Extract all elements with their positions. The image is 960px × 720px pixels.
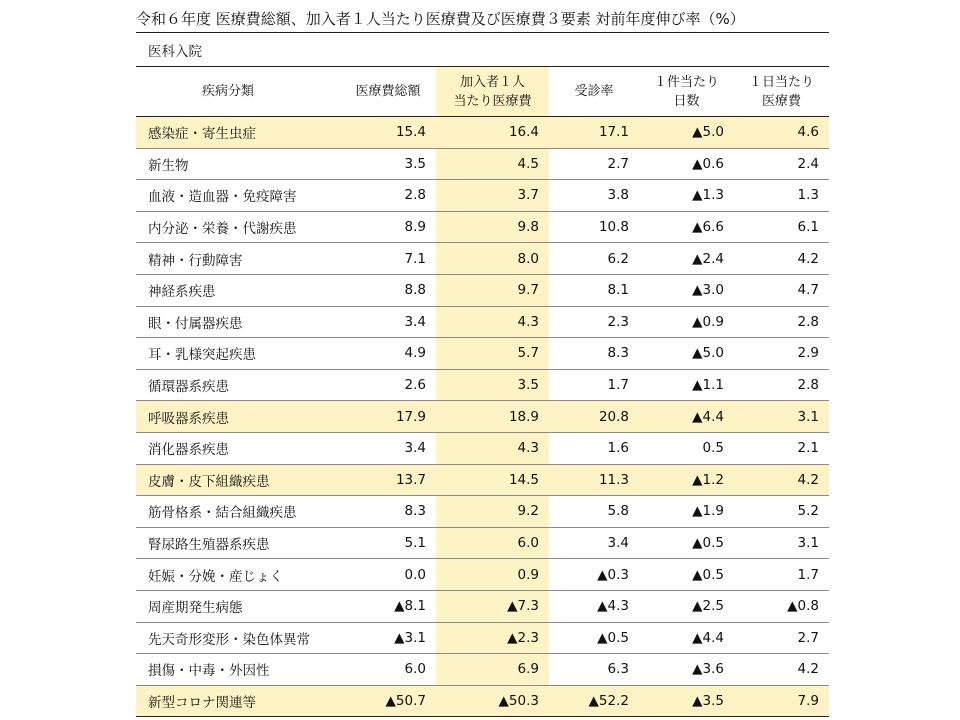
header-days bbox=[639, 67, 734, 117]
cell-per-day: 7.9 bbox=[734, 685, 829, 717]
header-per-capita-line1: 加入者１人 bbox=[459, 74, 525, 90]
cell-per-day: 2.8 bbox=[734, 369, 829, 401]
cell-per-day: ▲0.8 bbox=[734, 590, 829, 622]
cell-total: 8.9 bbox=[340, 211, 436, 243]
cell-visit-rate: 3.8 bbox=[549, 180, 639, 212]
cell-days: ▲5.0 bbox=[639, 338, 734, 370]
cell-category: 神経系疾患 bbox=[136, 274, 340, 306]
cell-days: ▲1.3 bbox=[639, 180, 734, 212]
cell-per-day: 4.2 bbox=[734, 654, 829, 686]
cell-total: 3.4 bbox=[340, 306, 436, 338]
cell-per-day: 2.7 bbox=[734, 622, 829, 654]
cell-per-day: 3.1 bbox=[734, 527, 829, 559]
cell-per-day: 5.2 bbox=[734, 496, 829, 528]
cell-days: ▲0.9 bbox=[639, 306, 734, 338]
cell-visit-rate: 17.1 bbox=[549, 117, 639, 149]
cell-per-capita: 3.5 bbox=[436, 369, 549, 401]
cell-visit-rate: 6.3 bbox=[549, 654, 639, 686]
cell-per-capita: ▲2.3 bbox=[436, 622, 549, 654]
cell-category: 消化器系疾患 bbox=[136, 432, 340, 464]
cell-category: 感染症・寄生虫症 bbox=[136, 117, 340, 149]
table-row bbox=[136, 527, 829, 559]
cell-days: ▲4.4 bbox=[639, 401, 734, 433]
cell-per-capita: 6.9 bbox=[436, 654, 549, 686]
cell-visit-rate: 10.8 bbox=[549, 211, 639, 243]
cell-per-day: 6.1 bbox=[734, 211, 829, 243]
cell-total: 3.5 bbox=[340, 148, 436, 180]
table-row bbox=[136, 559, 829, 591]
cell-total: 17.9 bbox=[340, 401, 436, 433]
cell-per-capita: 0.9 bbox=[436, 559, 549, 591]
header-total: 医療費総額 bbox=[340, 67, 436, 117]
table-row bbox=[136, 306, 829, 338]
cell-category: 新生物 bbox=[136, 148, 340, 180]
cell-days: 0.5 bbox=[639, 432, 734, 464]
cell-days: ▲1.1 bbox=[639, 369, 734, 401]
table-body bbox=[136, 117, 829, 717]
cell-total: ▲50.7 bbox=[340, 685, 436, 717]
table-row bbox=[136, 180, 829, 212]
cell-category: 先天奇形変形・染色体異常 bbox=[136, 622, 340, 654]
cell-days: ▲3.6 bbox=[639, 654, 734, 686]
header-per-day bbox=[734, 67, 829, 117]
header-row bbox=[136, 67, 829, 117]
cell-days: ▲2.5 bbox=[639, 590, 734, 622]
cell-visit-rate: 8.3 bbox=[549, 338, 639, 370]
cell-category: 内分泌・栄養・代謝疾患 bbox=[136, 211, 340, 243]
cell-days: ▲0.6 bbox=[639, 148, 734, 180]
cell-days: ▲4.4 bbox=[639, 622, 734, 654]
cell-per-capita: 9.8 bbox=[436, 211, 549, 243]
cell-category: 呼吸器系疾患 bbox=[136, 401, 340, 433]
table-row bbox=[136, 654, 829, 686]
cell-total: 4.9 bbox=[340, 338, 436, 370]
cell-days: ▲6.6 bbox=[639, 211, 734, 243]
header-per-capita bbox=[436, 67, 549, 117]
cell-days: ▲1.9 bbox=[639, 496, 734, 528]
cell-visit-rate: 5.8 bbox=[549, 496, 639, 528]
cell-visit-rate: 2.3 bbox=[549, 306, 639, 338]
cell-per-capita: 5.7 bbox=[436, 338, 549, 370]
cell-per-day: 2.9 bbox=[734, 338, 829, 370]
cell-total: 2.8 bbox=[340, 180, 436, 212]
table-row bbox=[136, 211, 829, 243]
cell-total: 5.1 bbox=[340, 527, 436, 559]
section-label: 医科入院 bbox=[148, 44, 202, 60]
cell-per-capita: 16.4 bbox=[436, 117, 549, 149]
table-row bbox=[136, 117, 829, 149]
cell-per-day: 4.2 bbox=[734, 464, 829, 496]
cell-visit-rate: ▲0.3 bbox=[549, 559, 639, 591]
cell-days: ▲1.2 bbox=[639, 464, 734, 496]
cell-category: 周産期発生病態 bbox=[136, 590, 340, 622]
table-row bbox=[136, 243, 829, 275]
table-row bbox=[136, 496, 829, 528]
cell-category: 新型コロナ関連等 bbox=[136, 685, 340, 717]
cell-days: ▲5.0 bbox=[639, 117, 734, 149]
cell-per-capita: 3.7 bbox=[436, 180, 549, 212]
table-row bbox=[136, 622, 829, 654]
table-row bbox=[136, 148, 829, 180]
cell-days: ▲2.4 bbox=[639, 243, 734, 275]
cell-days: ▲3.0 bbox=[639, 274, 734, 306]
cell-per-day: 4.2 bbox=[734, 243, 829, 275]
cell-visit-rate: 1.6 bbox=[549, 432, 639, 464]
cell-days: ▲3.5 bbox=[639, 685, 734, 717]
cell-per-capita: 8.0 bbox=[436, 243, 549, 275]
table-row bbox=[136, 685, 829, 717]
cell-total: 13.7 bbox=[340, 464, 436, 496]
cell-category: 損傷・中毒・外因性 bbox=[136, 654, 340, 686]
cell-per-capita: 4.5 bbox=[436, 148, 549, 180]
cell-category: 精神・行動障害 bbox=[136, 243, 340, 275]
cell-visit-rate: ▲52.2 bbox=[549, 685, 639, 717]
cell-total: 2.6 bbox=[340, 369, 436, 401]
cell-per-capita: 9.7 bbox=[436, 274, 549, 306]
table-title: 令和６年度 医療費総額、加入者１人当たり医療費及び医療費３要素 対前年度伸び率（%） bbox=[136, 10, 745, 28]
cell-total: 0.0 bbox=[340, 559, 436, 591]
table-row bbox=[136, 369, 829, 401]
cell-per-capita: 14.5 bbox=[436, 464, 549, 496]
cell-days: ▲0.5 bbox=[639, 559, 734, 591]
cell-total: 7.1 bbox=[340, 243, 436, 275]
header-per-day-line2: 医療費 bbox=[761, 93, 801, 109]
cell-total: ▲8.1 bbox=[340, 590, 436, 622]
cell-per-day: 1.7 bbox=[734, 559, 829, 591]
cell-visit-rate: 1.7 bbox=[549, 369, 639, 401]
cell-days: ▲0.5 bbox=[639, 527, 734, 559]
table-row bbox=[136, 274, 829, 306]
cell-category: 筋骨格系・結合組織疾患 bbox=[136, 496, 340, 528]
cell-per-day: 4.6 bbox=[734, 117, 829, 149]
cell-category: 眼・付属器疾患 bbox=[136, 306, 340, 338]
cell-per-day: 2.4 bbox=[734, 148, 829, 180]
header-visit-rate: 受診率 bbox=[549, 67, 639, 117]
cell-per-capita: 4.3 bbox=[436, 432, 549, 464]
cell-visit-rate: ▲4.3 bbox=[549, 590, 639, 622]
cell-total: 6.0 bbox=[340, 654, 436, 686]
cell-per-day: 1.3 bbox=[734, 180, 829, 212]
header-days-line1: １件当たり bbox=[653, 74, 719, 90]
cell-per-capita: ▲50.3 bbox=[436, 685, 549, 717]
table-row bbox=[136, 464, 829, 496]
cell-visit-rate: 3.4 bbox=[549, 527, 639, 559]
cell-total: ▲3.1 bbox=[340, 622, 436, 654]
cell-category: 妊娠・分娩・産じょく bbox=[136, 559, 340, 591]
header-per-day-line1: １日当たり bbox=[748, 74, 814, 90]
cell-per-capita: 4.3 bbox=[436, 306, 549, 338]
header-days-line2: 日数 bbox=[673, 93, 700, 109]
header-per-capita-line2: 当たり医療費 bbox=[453, 93, 532, 109]
cell-category: 腎尿路生殖器系疾患 bbox=[136, 527, 340, 559]
cell-per-capita: 6.0 bbox=[436, 527, 549, 559]
cell-category: 皮膚・皮下組織疾患 bbox=[136, 464, 340, 496]
table-row bbox=[136, 590, 829, 622]
cell-visit-rate: 6.2 bbox=[549, 243, 639, 275]
cell-visit-rate: 11.3 bbox=[549, 464, 639, 496]
title-rule bbox=[136, 32, 829, 33]
cell-visit-rate: ▲0.5 bbox=[549, 622, 639, 654]
cell-total: 8.8 bbox=[340, 274, 436, 306]
cell-visit-rate: 2.7 bbox=[549, 148, 639, 180]
growth-rate-table bbox=[136, 66, 829, 717]
cell-category: 血液・造血器・免疫障害 bbox=[136, 180, 340, 212]
cell-per-day: 2.1 bbox=[734, 432, 829, 464]
cell-category: 耳・乳様突起疾患 bbox=[136, 338, 340, 370]
header-category: 疾病分類 bbox=[136, 67, 340, 117]
cell-visit-rate: 8.1 bbox=[549, 274, 639, 306]
table-row bbox=[136, 432, 829, 464]
cell-per-capita: 9.2 bbox=[436, 496, 549, 528]
cell-visit-rate: 20.8 bbox=[549, 401, 639, 433]
cell-per-day: 2.8 bbox=[734, 306, 829, 338]
cell-category: 循環器系疾患 bbox=[136, 369, 340, 401]
cell-per-day: 3.1 bbox=[734, 401, 829, 433]
cell-total: 3.4 bbox=[340, 432, 436, 464]
cell-per-capita: 18.9 bbox=[436, 401, 549, 433]
cell-total: 8.3 bbox=[340, 496, 436, 528]
cell-total: 15.4 bbox=[340, 117, 436, 149]
cell-per-day: 4.7 bbox=[734, 274, 829, 306]
table-row bbox=[136, 401, 829, 433]
cell-per-capita: ▲7.3 bbox=[436, 590, 549, 622]
table-row bbox=[136, 338, 829, 370]
